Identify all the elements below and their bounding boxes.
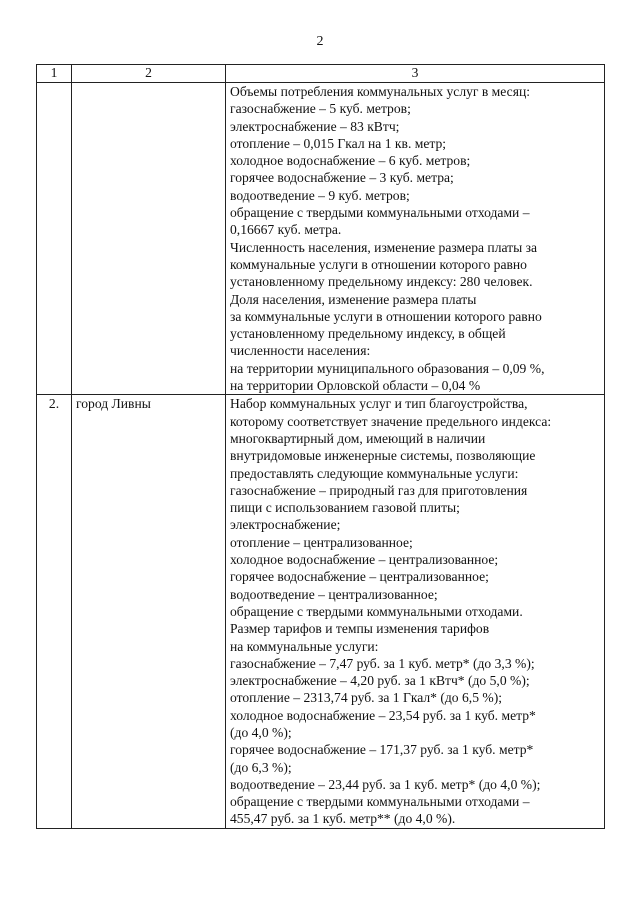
text-line: коммунальные услуги в отношении которого равно <box>230 256 527 272</box>
text-line: которому соответствует значение предельного индекса: <box>230 413 552 429</box>
column-header-2: 2 <box>72 65 226 83</box>
text-line: пищи с использованием газовой плиты; <box>230 500 460 516</box>
row-content <box>226 395 605 828</box>
text-line: на территории муниципального образования – 0,09 %, <box>230 360 545 376</box>
text-line: отопление – 2313,74 руб. за 1 Гкал* (до 6,5 %); <box>230 690 503 706</box>
text-line: газоснабжение – 5 куб. метров; <box>230 101 411 117</box>
text-line: электроснабжение; <box>230 517 341 533</box>
text-line: 0,16667 куб. метра. <box>230 222 342 238</box>
text-line: 455,47 руб. за 1 куб. метр** (до 4,0 %). <box>230 811 456 827</box>
text-line: внутридомовые инженерные системы, позволяющие <box>230 448 536 464</box>
text-line: (до 6,3 %); <box>230 759 292 775</box>
text-line: Размер тарифов и темпы изменения тарифов <box>230 621 490 637</box>
text-line: водоотведение – 23,44 руб. за 1 куб. метр* (до 4,0 %); <box>230 776 541 792</box>
text-line: газоснабжение – природный газ для приготовления <box>230 482 528 498</box>
text-line: (до 4,0 %); <box>230 724 292 740</box>
column-header-1: 1 <box>37 65 72 83</box>
text-line: газоснабжение – 7,47 руб. за 1 куб. метр* (до 3,3 %); <box>230 655 535 671</box>
text-line: Набор коммунальных услуг и тип благоустройства, <box>230 396 528 412</box>
table-row <box>37 395 605 828</box>
row-number: 2. <box>37 395 72 828</box>
text-line: на коммунальные услуги: <box>230 638 379 654</box>
text-line: Объемы потребления коммунальных услуг в месяц: <box>230 84 530 99</box>
text-line: электроснабжение – 4,20 руб. за 1 кВтч* (до 5,0 %); <box>230 673 530 689</box>
text-line: электроснабжение – 83 кВтч; <box>230 118 400 134</box>
text-line: водоотведение – 9 куб. метров; <box>230 187 410 203</box>
text-line: отопление – централизованное; <box>230 534 413 550</box>
text-line: горячее водоснабжение – 171,37 руб. за 1 куб. метр* <box>230 742 534 758</box>
text-line: предоставлять следующие коммунальные услуги: <box>230 465 519 481</box>
text-line: холодное водоснабжение – 23,54 руб. за 1 куб. метр* <box>230 707 536 723</box>
table-header-row <box>37 65 605 83</box>
text-line: горячее водоснабжение – централизованное; <box>230 569 489 585</box>
text-line: горячее водоснабжение – 3 куб. метра; <box>230 170 454 186</box>
page-number: 2 <box>316 34 324 49</box>
text-line: численности населения: <box>230 343 371 359</box>
document-table <box>36 64 605 829</box>
municipality-name <box>72 83 226 395</box>
text-line: многоквартирный дом, имеющий в наличии <box>230 430 486 446</box>
text-line: холодное водоснабжение – 6 куб. метров; <box>230 153 471 169</box>
text-line: за коммунальные услуги в отношении которого равно <box>230 308 542 324</box>
text-line: Доля населения, изменение размера платы <box>230 291 477 307</box>
text-line: обращение с твердыми коммунальными отходами – <box>230 794 530 810</box>
text-line: отопление – 0,015 Гкал на 1 кв. метр; <box>230 135 447 151</box>
text-line: Численность населения, изменение размера платы за <box>230 239 538 255</box>
column-header-3: 3 <box>226 65 605 83</box>
text-line: обращение с твердыми коммунальными отходами. <box>230 603 523 619</box>
text-line: установленному предельному индексу, в общей <box>230 326 506 342</box>
text-line: на территории Орловской области – 0,04 % <box>230 378 481 394</box>
text-line: установленному предельному индексу: 280 человек. <box>230 274 533 290</box>
text-line: водоотведение – централизованное; <box>230 586 438 602</box>
table-row <box>37 83 605 395</box>
municipality-name: город Ливны <box>72 395 226 828</box>
row-content <box>226 83 605 395</box>
row-number <box>37 83 72 395</box>
text-line: обращение с твердыми коммунальными отходами – <box>230 205 530 221</box>
text-line: холодное водоснабжение – централизованное; <box>230 552 499 568</box>
